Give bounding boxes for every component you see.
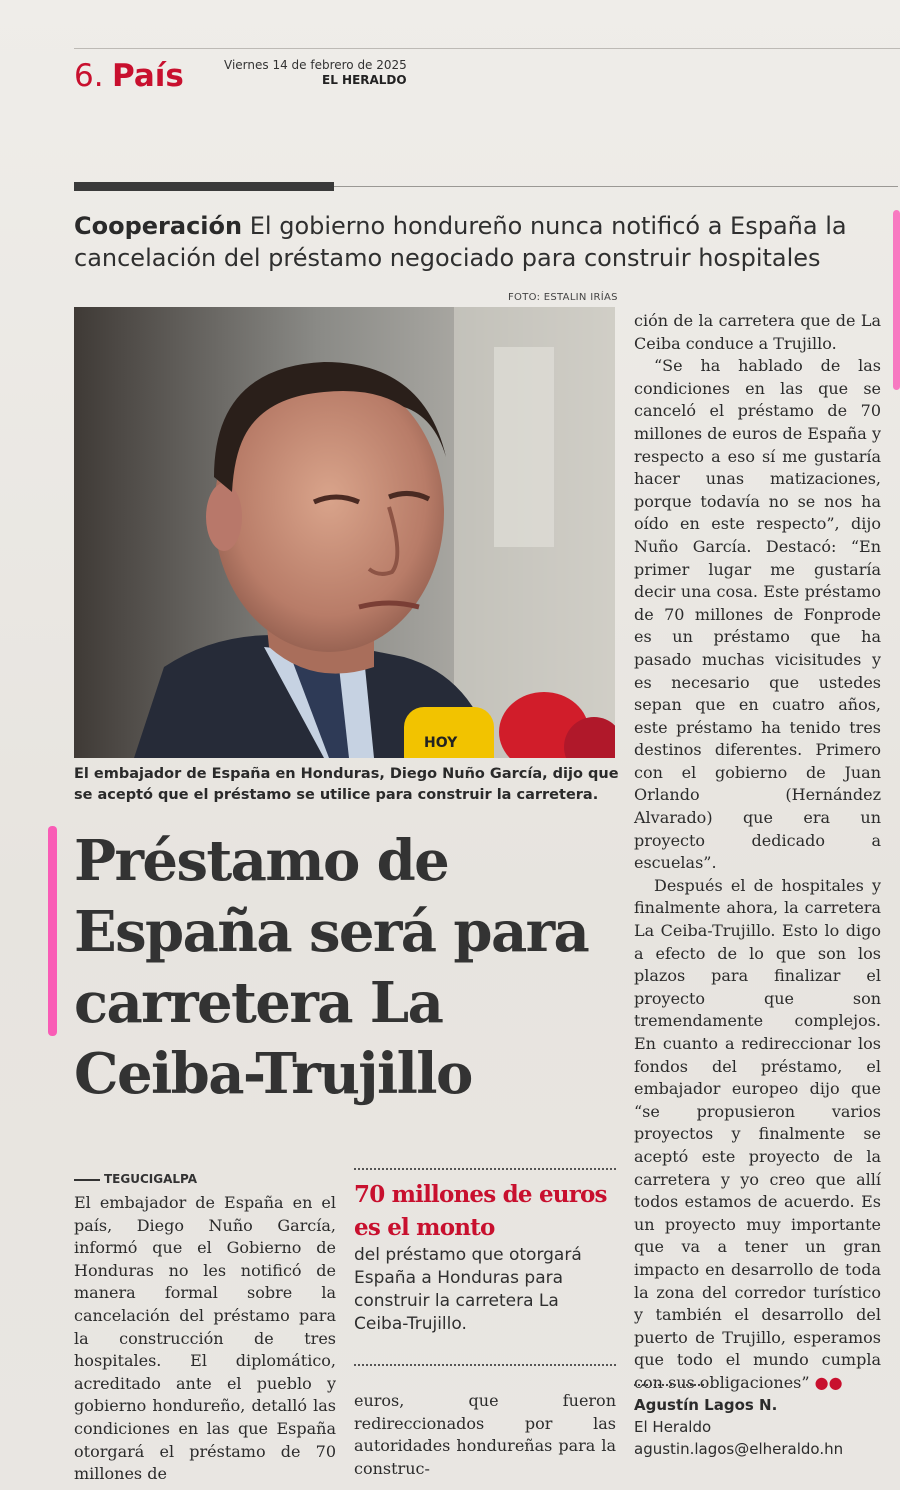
body-column-1: El embajador de España en el país, Diego Nuño García, informó que el Gobierno de Honduras no les notificó de manera formal sobre la cancelación del préstamo para la construcción de tres hospitales. El diplomático, acreditado ante el pueblo y gobierno hondureño, detalló las condiciones en las que España otorgará el préstamo de 70 millones de (74, 1193, 336, 1484)
section-name: País (112, 58, 184, 94)
author-rule (634, 1384, 704, 1386)
pullquote-title: 70 millones de euros es el monto (354, 1181, 607, 1241)
pullquote-text: del préstamo que otorgará España a Honduras para construir la carretera La Ceiba-Trujillo. (354, 1245, 582, 1334)
photo-credit: FOTO: ESTALIN IRÍAS (508, 292, 618, 303)
pullquote-bottom-rule (354, 1364, 616, 1366)
author-email: agustin.lagos@elheraldo.hn (634, 1440, 844, 1458)
mic-label: HOY (424, 735, 458, 751)
col3-paragraph-3 (634, 875, 881, 1395)
section-number: 6. (74, 58, 104, 94)
author-outlet: El Heraldo (634, 1418, 712, 1436)
kicker (74, 210, 884, 274)
col3-paragraph-2: “Se ha hablado de las condiciones en las que se canceló el préstamo de 70 millones de euros de España y respecto a eso sí me gustaría hacer unas matizaciones, porque todavía no se nos ha oído en este respecto”, dijo Nuño García. Destacó: “En primer lugar me gustaría decir una cosa. Este préstamo de 70 millones de Fonprode es un préstamo que ha pasado muchas vicisitudes y es necesario que ustedes sepan que en cuatro años, este préstamo ha tenido tres destinos diferentes. Primero con el gobierno de Juan Orlando (Hernández Alvarado) que era un proyecto dedicado a escuelas”. (634, 356, 881, 873)
author-name: Agustín Lagos N. (634, 1396, 778, 1414)
highlighter-mark-left (48, 826, 57, 1036)
dateline-city: TEGUCIGALPA (74, 1172, 197, 1186)
col3-paragraph-1: ción de la carretera que de La Ceiba conduce a Trujillo. (634, 311, 881, 353)
headline: Préstamo de España será para carretera La Ceiba-Trujillo (74, 828, 589, 1107)
body-column-3 (634, 310, 881, 1395)
publication-date: Viernes 14 de febrero de 2025 (224, 58, 407, 72)
kicker-text: El gobierno hondureño nunca notificó a España la cancelación del préstamo negociado para construir hospitales (74, 212, 847, 272)
col3-paragraph-3-text: Después el de hospitales y finalmente ahora, la carretera La Ceiba-Trujillo. Esto lo digo a efecto de lo que son los plazos para finalizar el proyecto que son tremendamente complejos. En cuanto a redireccionar los fondos del préstamo, el embajador europeo dijo que “se propusieron varios proyectos y finalmente se aceptó este proyecto de la carretera y yo creo que allí todos estamos de acuerdo. Es un proyecto muy importante que va a tener un gran impacto en desarrollo de toda la zona del corredor turístico y también el desarrollo del puerto de Trujillo, esperamos que todo el mundo cumpla con sus obligaciones” (634, 875, 881, 1392)
author-block (634, 1394, 843, 1460)
body-column-2: euros, que fueron redireccionados por las autoridades hondureñas para la construc- (354, 1391, 616, 1478)
portrait-illustration (74, 307, 615, 758)
photo-caption: El embajador de España en Honduras, Diego Nuño García, dijo que se aceptó que el préstamo se utilice para construir la carretera. (74, 766, 619, 803)
highlighter-mark-right (893, 210, 900, 390)
section-rule-thin (334, 186, 898, 187)
section-rule-bar (74, 182, 334, 191)
kicker-label: Cooperación (74, 212, 243, 240)
newspaper-name: EL HERALDO (322, 73, 407, 87)
ambassador-photo (74, 307, 615, 758)
top-rule (74, 48, 900, 49)
pullquote-top-rule (354, 1168, 616, 1170)
end-mark: ●● (814, 1372, 843, 1392)
